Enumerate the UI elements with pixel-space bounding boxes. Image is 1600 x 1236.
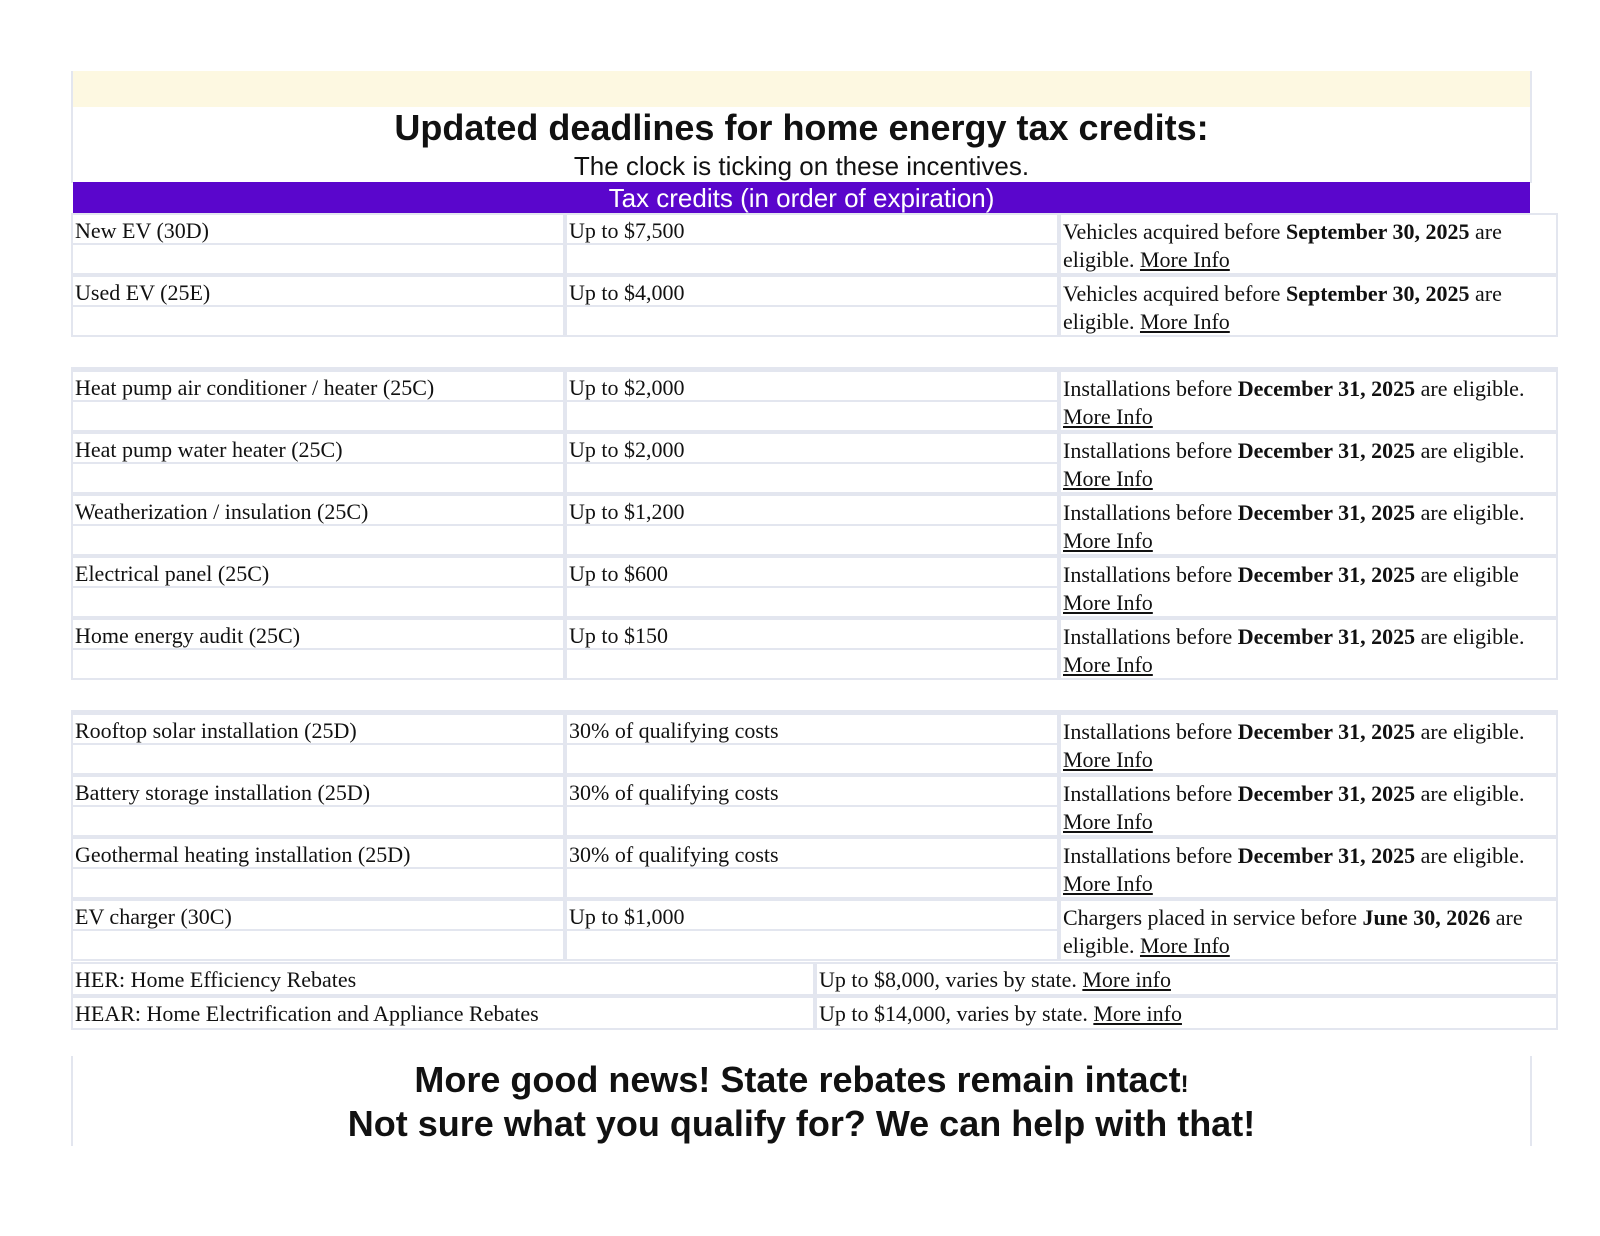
rebate-amount-text: Up to $14,000, varies by state. [819,1001,1094,1026]
more-info-link[interactable]: More Info [1063,466,1153,491]
credit-name: Rooftop solar installation (25D) [75,718,357,743]
credit-amount: 30% of qualifying costs [569,842,779,867]
credit-deadline-text [1063,437,1554,493]
footer-line-2: Not sure what you qualify for? We can help with that! [347,1103,1256,1144]
credit-deadline-cell [1059,775,1558,837]
credit-deadline-cell [1059,494,1558,556]
more-info-link[interactable]: More Info [1063,528,1153,553]
deadline-suffix: are eligible. [1063,905,1523,958]
deadline-suffix: are eligible. [1415,719,1525,744]
deadline-suffix: are eligible. [1415,781,1525,806]
credit-deadline-cell [1059,837,1558,899]
rebate-name: HER: Home Efficiency Rebates [75,967,357,992]
rebate-amount-cell [815,996,1558,1030]
deadline-suffix: are eligible. [1063,281,1502,334]
credit-amount: Up to $1,000 [569,904,685,929]
credit-name-cell [71,775,565,837]
credit-amount-cell [565,370,1059,432]
deadline-date: December 31, 2025 [1237,843,1416,868]
footer-line-1-text: More good news! State rebates remain intact [414,1059,1181,1100]
credit-amount-cell [565,899,1059,961]
credit-name: Home energy audit (25C) [75,623,301,648]
credit-name: EV charger (30C) [75,904,232,929]
credit-amount: Up to $2,000 [569,375,685,400]
credit-deadline-text [1063,499,1554,555]
credit-name-cell [71,618,565,680]
more-info-link[interactable]: More Info [1063,809,1153,834]
credit-name-cell [71,899,565,961]
credit-name-cell [71,275,565,337]
deadline-date: June 30, 2026 [1362,905,1491,930]
more-info-link[interactable]: More Info [1139,933,1230,958]
deadline-prefix: Installations before [1063,624,1238,649]
credit-name-cell [71,213,565,275]
credit-deadline-cell [1059,618,1558,680]
credit-deadline-text [1063,904,1554,960]
credit-amount: Up to $4,000 [569,280,685,305]
credit-deadline-text [1063,623,1554,679]
credit-amount-cell [565,432,1059,494]
more-info-link[interactable]: More Info [1139,309,1230,334]
credit-deadline-cell [1059,370,1558,432]
credit-deadline-cell [1059,899,1558,961]
deadline-date: December 31, 2025 [1237,376,1416,401]
credit-amount: Up to $600 [569,561,668,586]
credit-name: Weatherization / insulation (25C) [75,499,369,524]
credit-amount: Up to $150 [569,623,668,648]
rebate-name: HEAR: Home Electrification and Appliance Rebates [75,1001,539,1026]
credit-amount: Up to $1,200 [569,499,685,524]
page-title: Updated deadlines for home energy tax credits: [394,107,1209,148]
more-info-link[interactable]: More info [1082,967,1171,992]
credit-deadline-text [1063,375,1554,431]
more-info-link[interactable]: More Info [1063,652,1153,677]
deadline-prefix: Installations before [1063,719,1238,744]
credit-amount: 30% of qualifying costs [569,780,779,805]
credit-amount: Up to $7,500 [569,218,685,243]
footer-line-1-mark: ! [1180,1071,1189,1098]
more-info-link[interactable]: More info [1093,1001,1182,1026]
credit-name-cell [71,837,565,899]
more-info-link[interactable]: More Info [1063,871,1153,896]
credit-deadline-text [1063,780,1554,836]
more-info-link[interactable]: More Info [1063,747,1153,772]
more-info-link[interactable]: More Info [1139,247,1230,272]
credit-amount-cell [565,775,1059,837]
credit-name: Used EV (25E) [75,280,211,305]
deadline-date: September 30, 2025 [1285,219,1470,244]
rebate-amount [819,1001,1182,1027]
credit-amount-cell [565,713,1059,775]
deadline-suffix: are eligible [1415,562,1519,587]
credit-deadline-cell [1059,432,1558,494]
credit-amount-cell [565,494,1059,556]
deadline-date: December 31, 2025 [1237,719,1416,744]
deadline-date: December 31, 2025 [1237,500,1416,525]
deadline-date: December 31, 2025 [1237,562,1416,587]
deadline-date: December 31, 2025 [1237,624,1416,649]
deadline-suffix: are eligible. [1415,376,1525,401]
deadline-prefix: Installations before [1063,562,1238,587]
credit-amount-cell [565,837,1059,899]
credit-name: Geothermal heating installation (25D) [75,842,411,867]
rebate-amount-text: Up to $8,000, varies by state. [819,967,1083,992]
deadline-prefix: Vehicles acquired before [1063,281,1286,306]
credit-name-cell [71,370,565,432]
credit-amount-cell [565,213,1059,275]
credit-amount-cell [565,275,1059,337]
deadline-date: September 30, 2025 [1285,281,1470,306]
deadline-suffix: are eligible. [1415,500,1525,525]
more-info-link[interactable]: More Info [1063,404,1153,429]
rebate-amount-cell [815,962,1558,996]
credit-name: Battery storage installation (25D) [75,780,371,805]
deadline-suffix: are eligible. [1063,219,1502,272]
credit-name-cell [71,494,565,556]
deadline-prefix: Installations before [1063,438,1238,463]
credit-name: Heat pump water heater (25C) [75,437,343,462]
credit-deadline-text [1063,218,1554,274]
credit-deadline-text [1063,718,1554,774]
footer-line-1 [71,1058,1532,1107]
credit-name-cell [71,713,565,775]
credit-name-cell [71,556,565,618]
deadline-prefix: Vehicles acquired before [1063,219,1286,244]
credit-amount-cell [565,556,1059,618]
credit-name-cell [71,432,565,494]
credit-deadline-cell [1059,713,1558,775]
deadline-suffix: are eligible. [1415,438,1525,463]
rebate-name-cell [71,996,815,1030]
credit-name: Electrical panel (25C) [75,561,270,586]
credit-amount: Up to $2,000 [569,437,685,462]
deadline-prefix: Installations before [1063,843,1238,868]
credit-deadline-text [1063,561,1554,617]
credit-deadline-cell [1059,275,1558,337]
deadline-suffix: are eligible. [1415,624,1525,649]
page-subtitle: The clock is ticking on these incentives. [573,151,1030,181]
deadline-suffix: are eligible. [1415,843,1525,868]
rebate-amount [819,967,1171,993]
credit-amount-cell [565,618,1059,680]
deadline-prefix: Installations before [1063,500,1238,525]
deadline-prefix: Chargers placed in service before [1063,905,1363,930]
credit-name: Heat pump air conditioner / heater (25C) [75,375,435,400]
rebate-name-cell [71,962,815,996]
credit-deadline-text [1063,280,1554,336]
deadline-date: December 31, 2025 [1237,438,1416,463]
credit-deadline-cell [1059,556,1558,618]
deadline-date: December 31, 2025 [1237,781,1416,806]
credit-deadline-cell [1059,213,1558,275]
deadline-prefix: Installations before [1063,376,1238,401]
credit-name: New EV (30D) [75,218,210,243]
credit-amount: 30% of qualifying costs [569,718,779,743]
deadline-prefix: Installations before [1063,781,1238,806]
section-banner: Tax credits (in order of expiration) [73,182,1530,214]
credit-deadline-text [1063,842,1554,898]
more-info-link[interactable]: More Info [1063,590,1153,615]
